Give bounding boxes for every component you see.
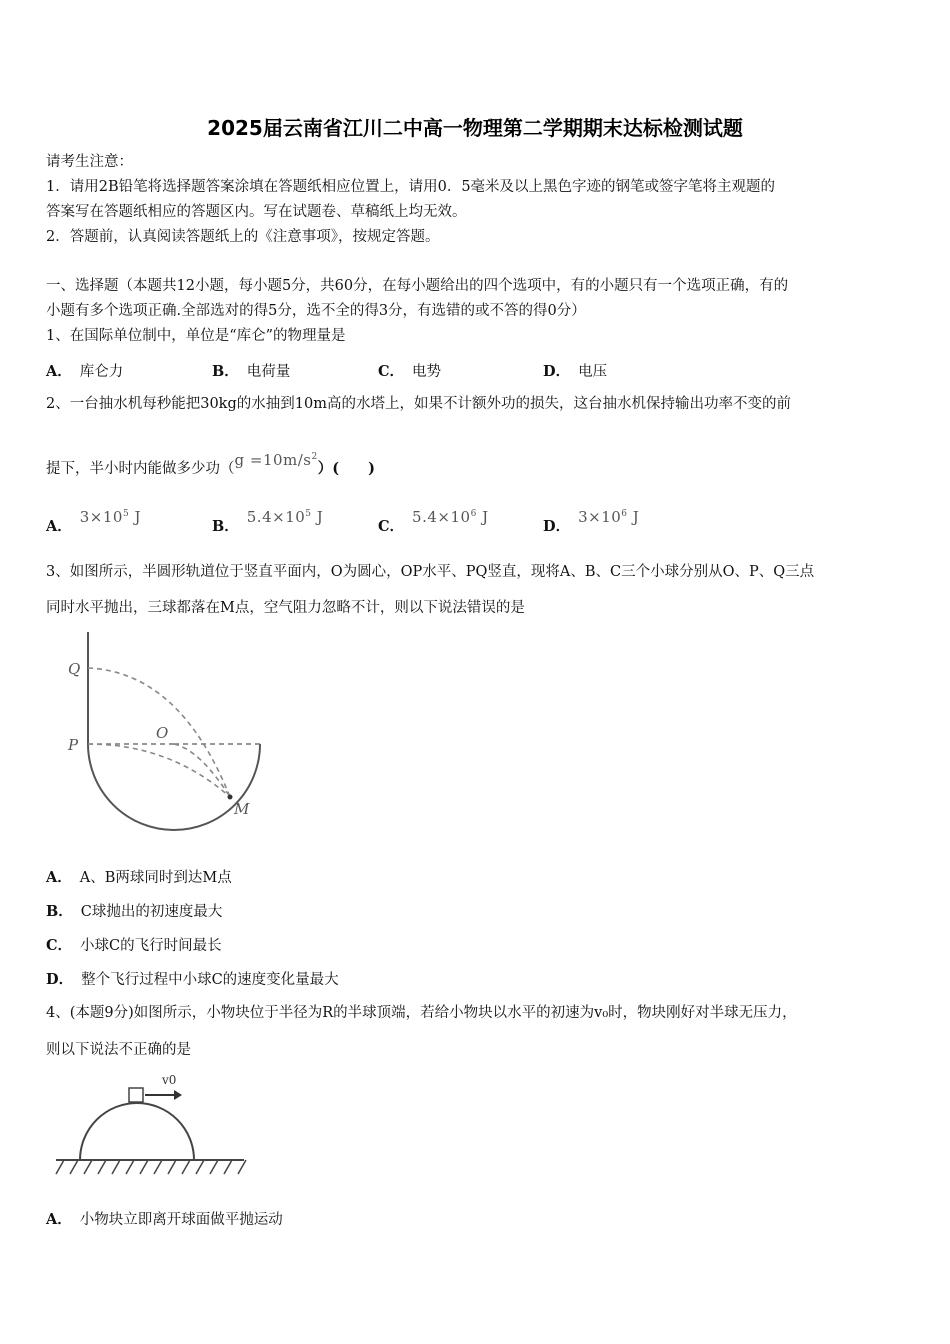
exponent: 5 xyxy=(305,509,312,519)
q2-formula-exponent: 2 xyxy=(311,452,318,462)
option-label: B． xyxy=(46,903,73,920)
notice-item-2: 2．答题前，认真阅读答题纸上的《注意事项》，按规定答题。 xyxy=(46,229,440,245)
option-label: A． xyxy=(46,518,72,535)
notice-heading: 请考生注意： xyxy=(46,154,133,170)
q1-stem: 1、在国际单位制中，单位是“库仑”的物理量是 xyxy=(46,328,346,344)
q3-semicircle-figure xyxy=(60,632,280,832)
option-formula xyxy=(247,508,324,526)
label-q: Q xyxy=(68,660,81,678)
q4-option-a xyxy=(46,1208,283,1229)
q1-option-a xyxy=(46,360,123,381)
option-formula xyxy=(80,508,141,526)
exponent: 6 xyxy=(621,509,628,519)
q3-option-c xyxy=(46,934,222,955)
mantissa: 3×10 xyxy=(79,508,123,526)
option-label: B． xyxy=(212,518,239,535)
notice-item-1-line-1: 1．请用2B铅笔将选择题答案涂填在答题纸相应位置上，请用0．5毫米及以上黑色字迹的钢笔或签字笔将主观题的 xyxy=(46,179,776,195)
option-text: 整个飞行过程中小球C的速度变化量最大 xyxy=(81,972,339,988)
label-v0: v0 xyxy=(162,1073,177,1087)
option-label: C． xyxy=(46,937,73,954)
q3-option-d xyxy=(46,968,339,989)
q2-stem-line-1: 2、一台抽水机每秒能把30kg的水抽到10m高的水塔上，如果不计额外功的损失，这台抽水机保持输出功率不变的前 xyxy=(46,396,791,412)
label-o: O xyxy=(156,724,169,742)
option-label: D． xyxy=(543,518,571,535)
option-label: C． xyxy=(378,363,405,380)
option-formula xyxy=(412,508,489,526)
q2-stem-post: ）( ) xyxy=(317,460,375,477)
trajectory-from-o xyxy=(174,744,230,797)
q3-option-b xyxy=(46,900,222,921)
mantissa: 3×10 xyxy=(578,508,622,526)
q4-hemisphere-figure xyxy=(52,1068,248,1180)
option-text: 小物块立即离开球面做平抛运动 xyxy=(79,1212,283,1228)
mantissa: 5.4×10 xyxy=(246,508,306,526)
option-label: D． xyxy=(46,971,74,988)
q2-option-b xyxy=(212,506,324,535)
option-text: C球抛出的初速度最大 xyxy=(80,904,223,920)
q2-formula xyxy=(235,451,318,469)
unit: J xyxy=(129,508,141,526)
exponent: 5 xyxy=(122,509,130,519)
option-text: 电压 xyxy=(578,364,608,380)
unit: J xyxy=(476,508,489,526)
q1-option-d xyxy=(543,360,607,381)
q2-formula-base: g =10m/s xyxy=(234,451,312,469)
exponent: 6 xyxy=(470,509,477,519)
option-text: 库仑力 xyxy=(79,364,124,380)
option-label: B． xyxy=(212,363,239,380)
option-label: C． xyxy=(378,518,405,535)
option-label: A． xyxy=(46,363,72,380)
option-text: A、B两球同时到达M点 xyxy=(79,870,232,886)
q3-stem-line-2: 同时水平抛出，三球都落在M点，空气阻力忽略不计，则以下说法错误的是 xyxy=(46,600,525,616)
ground-hatching xyxy=(56,1160,246,1174)
option-label: D． xyxy=(543,363,571,380)
option-text: 电势 xyxy=(412,364,442,380)
q3-stem-line-1: 3、如图所示，半圆形轨道位于竖直平面内，O为圆心，OP水平、PQ竖直，现将A、B、C三个小球分别从O、P、Q三点 xyxy=(46,564,815,580)
velocity-arrow-head xyxy=(174,1090,182,1100)
q3-option-a xyxy=(46,866,232,887)
point-m-dot xyxy=(228,795,233,800)
q1-option-c xyxy=(378,360,441,381)
option-text: 小球C的飞行时间最长 xyxy=(80,938,222,954)
page-title: 2025届云南省江川二中高一物理第二学期期末达标检测试题 xyxy=(207,116,743,140)
option-text: 电荷量 xyxy=(246,364,291,380)
q2-option-a xyxy=(46,506,141,535)
q2-stem-line-2 xyxy=(46,451,375,479)
option-label: A． xyxy=(46,869,72,886)
small-block xyxy=(129,1088,143,1102)
label-p: P xyxy=(68,736,79,754)
option-label: A． xyxy=(46,1211,72,1228)
q4-stem-line-1: 4、(本题9分)如图所示，小物块位于半径为R的半球顶端，若给小物块以水平的初速为v₀时，物块刚好对半球无压力， xyxy=(46,1005,797,1021)
hemisphere-outline xyxy=(80,1103,194,1160)
option-formula xyxy=(578,508,639,526)
q4-stem-line-2: 则以下说法不正确的是 xyxy=(46,1042,191,1058)
label-m: M xyxy=(234,800,250,818)
unit: J xyxy=(627,508,640,526)
section-header-line-1: 一、选择题（本题共12小题，每小题5分，共60分，在每小题给出的四个选项中，有的小题只有一个选项正确，有的 xyxy=(46,278,789,294)
unit: J xyxy=(311,508,324,526)
notice-item-1-line-2: 答案写在答题纸相应的答题区内。写在试题卷、草稿纸上均无效。 xyxy=(46,204,467,220)
q2-stem-pre: 提下，半小时内能做多少功（ xyxy=(46,461,235,477)
mantissa: 5.4×10 xyxy=(412,508,471,526)
q2-option-c xyxy=(378,506,489,535)
q2-option-d xyxy=(543,506,640,535)
section-header-line-2: 小题有多个选项正确.全部选对的得5分，选不全的得3分，有选错的或不答的得0分） xyxy=(46,303,586,319)
q1-option-b xyxy=(212,360,290,381)
